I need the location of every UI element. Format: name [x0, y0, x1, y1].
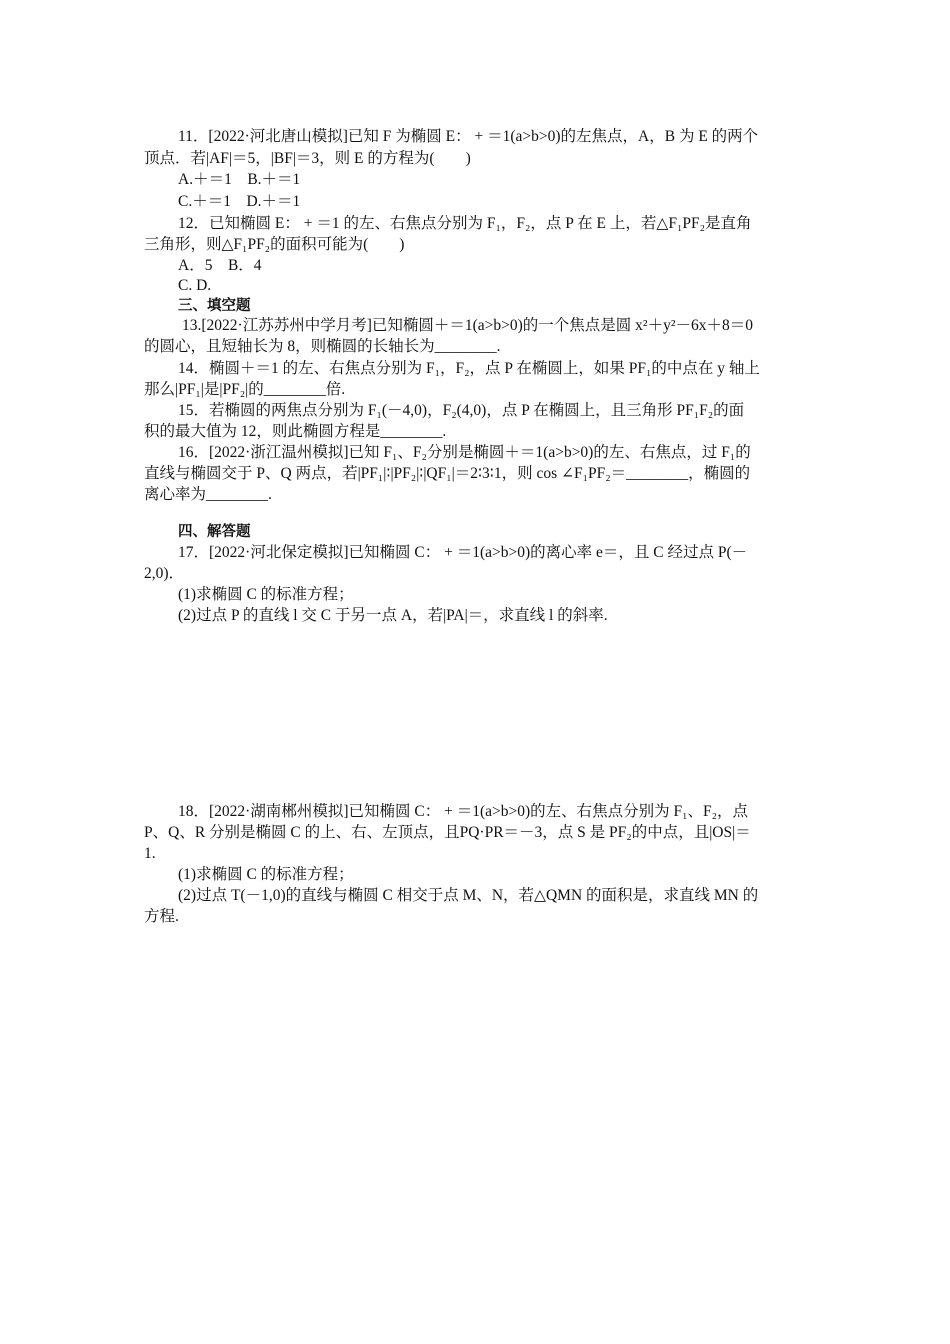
- q14-line2: 那么|PF₁|是|PF₂|的________倍.: [144, 381, 346, 398]
- q11-line2: 顶点．若|AF|＝5，|BF|＝3，则 E 的方程为( ): [144, 150, 471, 167]
- q14-line1: 14．椭圆＋＝1 的左、右焦点分别为 F₁，F₂，点 P 在椭圆上，如果 PF₁的中点在 y 轴上: [178, 360, 760, 377]
- q12-line2: 三角形，则△F₁PF₂的面积可能为( ): [144, 236, 405, 253]
- q17-line2: 2,0)．: [144, 565, 185, 582]
- q13-line1: 13.[2022·江苏苏州中学月考]已知椭圆＋＝1(a>b>0)的一个焦点是圆 x²＋y²－6x＋8＝0: [182, 317, 753, 334]
- q15-line1: 15．若椭圆的两焦点分别为 F₁(－4,0)，F₂(4,0)，点 P 在椭圆上，且三角形 PF₁F₂的面: [178, 402, 745, 419]
- section3-heading: 三、填空题: [178, 298, 251, 314]
- q16-line1: 16．[2022·浙江温州模拟]已知 F₁、F₂分别是椭圆＋＝1(a>b>0)的左、右焦点，过 F₁的: [178, 444, 751, 461]
- q17-part2: (2)过点 P 的直线 l 交 C 于另一点 A，若|PA|＝，求直线 l 的斜率.: [178, 607, 608, 624]
- q18-part2b: 方程.: [144, 908, 179, 925]
- q18-part2a: (2)过点 T(－1,0)的直线与椭圆 C 相交于点 M、N，若△QMN 的面积是，求直线 MN 的: [178, 887, 759, 904]
- section4-heading: 四、解答题: [178, 524, 251, 540]
- q16-line2: 直线与椭圆交于 P、Q 两点，若|PF₁|∶|PF₂|∶|QF₁|＝2∶3∶1，则 cos ∠F₁PF₂＝________，椭圆的: [144, 465, 751, 482]
- q18-line1: 18．[2022·湖南郴州模拟]已知椭圆 C： + ＝1(a>b>0)的左、右焦点分别为 F₁、F₂，点: [178, 803, 749, 820]
- q11-line1: 11．[2022·河北唐山模拟]已知 F 为椭圆 E： + ＝1(a>b>0)的左焦点，A，B 为 E 的两个: [178, 128, 759, 145]
- q18-line2: P、Q、R 分别是椭圆 C 的上、右、左顶点，且PQ·PR＝－3，点 S 是 PF₂的中点，且|OS|＝: [144, 824, 751, 841]
- q12-options-ab: A．5 B．4: [178, 257, 262, 274]
- q11-options-cd: C.＋＝1 D.＋＝1: [178, 193, 301, 210]
- q18-line3: 1.: [144, 845, 156, 862]
- q15-line2: 积的最大值为 12，则此椭圆方程是________.: [144, 423, 447, 440]
- q17-line1: 17．[2022·河北保定模拟]已知椭圆 C： + ＝1(a>b>0)的离心率 e＝，且 C 经过点 P(－: [178, 544, 748, 561]
- q12-options-cd: C. D.: [178, 277, 212, 294]
- q13-line2: 的圆心，且短轴长为 8，则椭圆的长轴长为________.: [144, 338, 501, 355]
- q17-part1: (1)求椭圆 C 的标准方程；: [178, 586, 354, 603]
- q16-line3: 离心率为________.: [144, 486, 272, 503]
- q11-options-ab: A.＋＝1 B.＋＝1: [178, 171, 301, 188]
- q12-line1: 12．已知椭圆 E： + ＝1 的左、右焦点分别为 F₁，F₂，点 P 在 E 上，若△F₁PF₂是直角: [178, 215, 752, 232]
- q18-part1: (1)求椭圆 C 的标准方程；: [178, 866, 354, 883]
